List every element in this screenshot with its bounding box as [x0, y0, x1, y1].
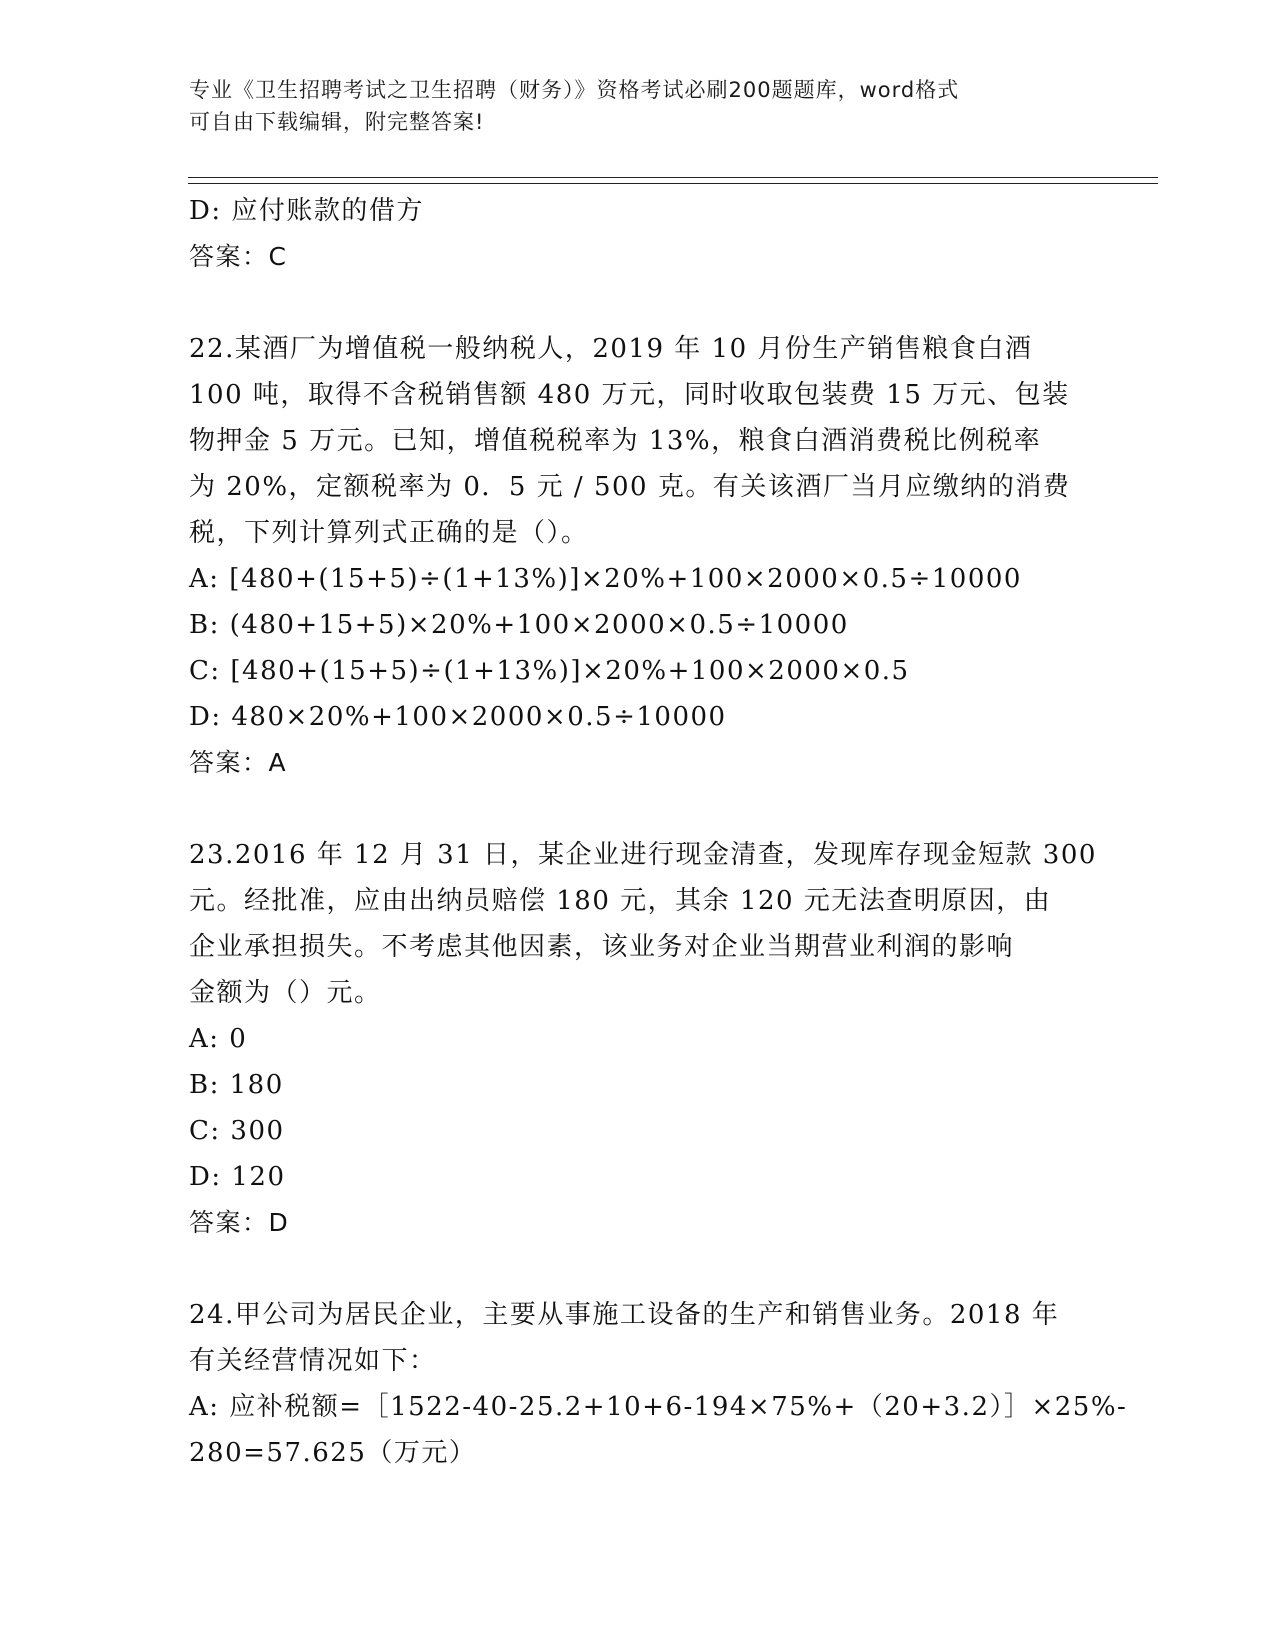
page-header — [189, 74, 1089, 138]
header-title-line-2: 可自由下载编辑，附完整答案! — [189, 110, 485, 134]
q22-answer: 答案：A — [189, 748, 288, 777]
q21-answer: 答案：C — [189, 242, 288, 271]
q23-stem-line: 金额为（）元。 — [189, 978, 382, 1008]
q24-stem-line: 有关经营情况如下： — [189, 1346, 437, 1376]
q22-stem-line: 为 20%，定额税率为 0．5 元 / 500 克。有关该酒厂当月应缴纳的消费 — [189, 472, 1071, 502]
q22-stem-line: 物押金 5 万元。已知，增值税税率为 13%，粮食白酒消费税比例税率 — [189, 426, 1042, 456]
q22-stem-line: 税，下列计算列式正确的是（）。 — [189, 518, 589, 548]
q23-option-d: D: 120 — [189, 1162, 286, 1192]
q22-option-d: D: 480×20%+100×2000×0.5÷10000 — [189, 702, 727, 732]
q24-stem-line: 24.甲公司为居民企业，主要从事施工设备的生产和销售业务。2018 年 — [189, 1300, 1060, 1330]
q23-stem-line: 企业承担损失。不考虑其他因素，该业务对企业当期营业利润的影响 — [189, 932, 1015, 962]
header-title-line-1: 专业《卫生招聘考试之卫生招聘（财务）》资格考试必刷200题题库，word格式 — [189, 78, 960, 102]
q23-stem-line: 元。经批准，应由出纳员赔偿 180 元，其余 120 元无法查明原因，由 — [189, 886, 1052, 916]
q23-option-a: A: 0 — [189, 1024, 248, 1054]
q24-option-a-continued: 280=57.625（万元） — [189, 1438, 477, 1468]
q22-stem-line: 22.某酒厂为增值税一般纳税人，2019 年 10 月份生产销售粮食白酒 — [189, 334, 1033, 364]
spacer — [189, 280, 1089, 326]
header-divider-bottom — [188, 183, 1158, 184]
q22-option-a: A: [480+(15+5)÷(1+13%)]×20%+100×2000×0.5÷10000 — [189, 564, 1022, 594]
q22-option-b: B: (480+15+5)×20%+100×2000×0.5÷10000 — [189, 610, 849, 640]
q23-stem-line: 23.2016 年 12 月 31 日，某企业进行现金清查，发现库存现金短款 300 — [189, 840, 1097, 870]
header-divider-top — [188, 177, 1158, 178]
question-content — [189, 188, 1128, 1476]
q23-answer: 答案：D — [189, 1208, 290, 1237]
q24-option-a: A: 应补税额=［1522-40-25.2+10+6-194×75%+（20+3.2）］×25%- — [189, 1392, 1128, 1422]
q22-option-c: C: [480+(15+5)÷(1+13%)]×20%+100×2000×0.5 — [189, 656, 910, 686]
q23-option-c: C: 300 — [189, 1116, 285, 1146]
spacer — [189, 786, 1089, 832]
q23-option-b: B: 180 — [189, 1070, 284, 1100]
q21-option-d: D: 应付账款的借方 — [189, 196, 424, 226]
spacer — [189, 1246, 1089, 1292]
q22-stem-line: 100 吨，取得不含税销售额 480 万元，同时收取包装费 15 万元、包装 — [189, 380, 1070, 410]
